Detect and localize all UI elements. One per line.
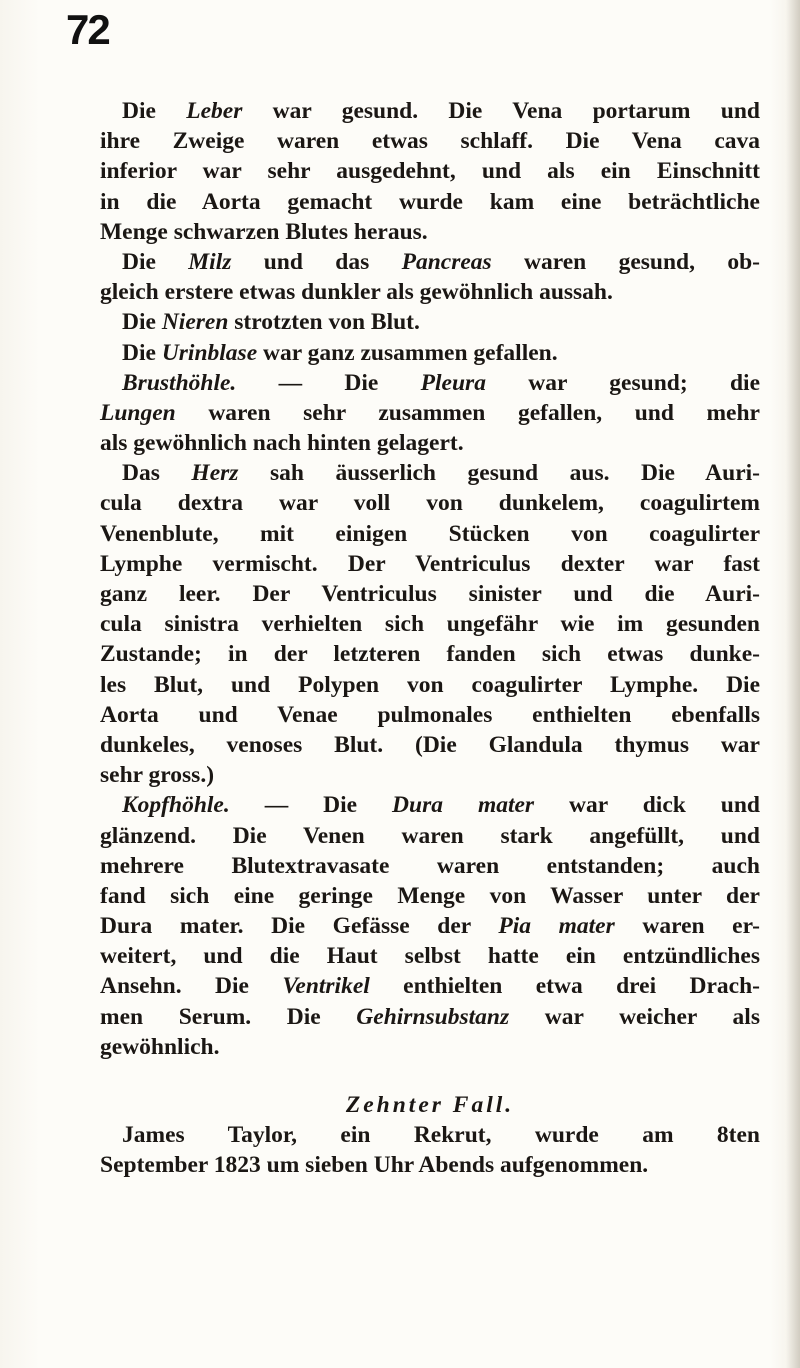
text-line xyxy=(100,670,760,700)
paragraph xyxy=(100,368,760,459)
text-run: war ganz zusammen gefallen. xyxy=(257,339,558,366)
text-line xyxy=(100,790,760,820)
text-line xyxy=(100,639,760,669)
text-run: les Blut, und Polypen von coagulirter Lymphe. Die xyxy=(100,671,760,698)
text-run: — Die xyxy=(236,369,421,396)
body-text xyxy=(100,96,760,1181)
text-run: enthielten etwa drei Drach- xyxy=(369,973,760,1000)
closing-paragraph xyxy=(100,1120,760,1180)
text-run: Die xyxy=(122,339,162,366)
text-run: weitert, und die Haut selbst hatte ein entzündliches xyxy=(100,943,760,970)
text-run: ihre Zweige waren etwas schlaff. Die Vena cava xyxy=(100,128,760,155)
text-run: sehr gross.) xyxy=(100,762,215,789)
text-run: ganz leer. Der Ventriculus sinister und die Auri- xyxy=(100,581,760,607)
text-line xyxy=(100,247,760,277)
text-line xyxy=(100,1032,760,1062)
text-run: sah äusserlich gesund aus. Die Auri- xyxy=(238,460,761,487)
text-line xyxy=(100,428,760,458)
text-line xyxy=(100,519,760,549)
text-run: Menge schwarzen Blutes heraus. xyxy=(100,218,428,245)
section-gap xyxy=(100,1062,760,1090)
page-number: 72 xyxy=(66,6,109,53)
text-run: Venenblute, mit einigen Stücken von coagulirter xyxy=(100,520,760,547)
text-line xyxy=(100,851,760,881)
text-run: Die xyxy=(122,248,189,275)
text-run: Ventrikel xyxy=(282,973,370,1000)
text-run: Milz xyxy=(188,248,232,275)
text-run: war gesund. Die Vena portarum und xyxy=(242,98,760,124)
text-run: Zustande; in der letzteren fanden sich etwas dunke- xyxy=(100,641,760,668)
text-line xyxy=(100,700,760,730)
text-run: Herz xyxy=(191,460,239,487)
text-run: Pia mater xyxy=(498,913,615,940)
paragraph xyxy=(100,96,760,247)
autopsy-paragraphs xyxy=(100,96,760,1062)
text-line xyxy=(100,156,760,186)
text-line xyxy=(100,398,760,428)
text-run: war dick und xyxy=(534,792,760,819)
text-run: Dura mater. Die Gefässe der xyxy=(100,913,499,940)
text-run: und das xyxy=(231,248,402,275)
paragraph xyxy=(100,458,760,790)
text-run: waren er- xyxy=(614,913,760,940)
text-line xyxy=(100,96,760,126)
text-line xyxy=(100,579,760,609)
text-run: waren gesund, ob- xyxy=(491,248,760,275)
text-line xyxy=(100,187,760,217)
text-run: men Serum. Die xyxy=(100,1003,357,1030)
text-run: Dura mater xyxy=(392,792,535,819)
text-run: Ansehn. Die xyxy=(100,973,283,1000)
paragraph xyxy=(100,790,760,1062)
text-run: Brusthöhle. xyxy=(122,369,237,396)
text-run: waren sehr zusammen gefallen, und mehr xyxy=(175,399,760,426)
text-run: Lungen xyxy=(100,399,176,426)
text-run: Das xyxy=(122,460,192,487)
text-run: strotzten von Blut. xyxy=(228,309,420,336)
text-run: war gesund; die xyxy=(485,369,760,396)
text-run: Pancreas xyxy=(401,248,492,275)
text-line xyxy=(100,911,760,941)
text-line xyxy=(100,368,760,398)
paragraph xyxy=(100,338,760,368)
page-edge-shadow xyxy=(786,0,800,1368)
text-line xyxy=(100,338,760,368)
text-run: Lymphe vermischt. Der Ventriculus dexter war fast xyxy=(100,550,760,577)
text-run: James Taylor, ein Rekrut, wurde am 8ten xyxy=(122,1122,760,1149)
text-line xyxy=(100,1120,760,1150)
text-line xyxy=(100,730,760,760)
text-run: Kopfhöhle. xyxy=(122,792,230,819)
text-run: cula sinistra verhielten sich ungefähr wie im gesunden xyxy=(100,611,760,638)
text-line xyxy=(100,549,760,579)
text-line xyxy=(100,1002,760,1032)
text-run: inferior war sehr ausgedehnt, und als ein Einschnitt xyxy=(100,158,760,185)
paragraph xyxy=(100,307,760,337)
text-run: Gehirnsubstanz xyxy=(356,1003,510,1030)
text-run: Pleura xyxy=(420,369,486,396)
text-line xyxy=(100,277,760,307)
text-line xyxy=(100,971,760,1001)
text-line xyxy=(100,458,760,488)
text-line xyxy=(100,609,760,639)
text-run: gewöhnlich. xyxy=(100,1033,220,1060)
text-line xyxy=(100,821,760,851)
text-run: cula dextra war voll von dunkelem, coagulirtem xyxy=(100,490,760,517)
text-run: Leber xyxy=(186,98,243,124)
text-line xyxy=(100,941,760,971)
text-line xyxy=(100,307,760,337)
text-line xyxy=(100,760,760,790)
text-run: als gewöhnlich nach hinten gelagert. xyxy=(100,430,464,457)
text-run: — Die xyxy=(229,792,393,819)
section-heading: Zehnter Fall. xyxy=(345,1092,515,1118)
text-run: Die xyxy=(122,98,187,124)
text-run: dunkeles, venoses Blut. (Die Glandula thymus war xyxy=(100,731,760,758)
text-run: in die Aorta gemacht wurde kam eine beträchtliche xyxy=(100,188,760,215)
text-run: war weicher als xyxy=(509,1003,760,1030)
text-run: Die xyxy=(122,309,162,336)
text-run: Aorta und Venae pulmonales enthielten ebenfalls xyxy=(100,701,760,728)
text-line xyxy=(100,881,760,911)
text-line xyxy=(100,1150,760,1180)
text-run: Nieren xyxy=(161,309,229,336)
text-run: mehrere Blutextravasate waren entstanden; auch xyxy=(100,852,760,879)
text-run: fand sich eine geringe Menge von Wasser unter der xyxy=(100,882,760,909)
text-run: September 1823 um sieben Uhr Abends aufgenommen. xyxy=(100,1152,649,1179)
text-line xyxy=(100,126,760,156)
text-line xyxy=(100,488,760,518)
text-run: Urinblase xyxy=(161,339,258,366)
text-run: glänzend. Die Venen waren stark angefüllt, und xyxy=(100,822,760,849)
text-run: gleich erstere etwas dunkler als gewöhnlich aussah. xyxy=(100,279,613,306)
text-line xyxy=(100,217,760,247)
paragraph xyxy=(100,247,760,307)
